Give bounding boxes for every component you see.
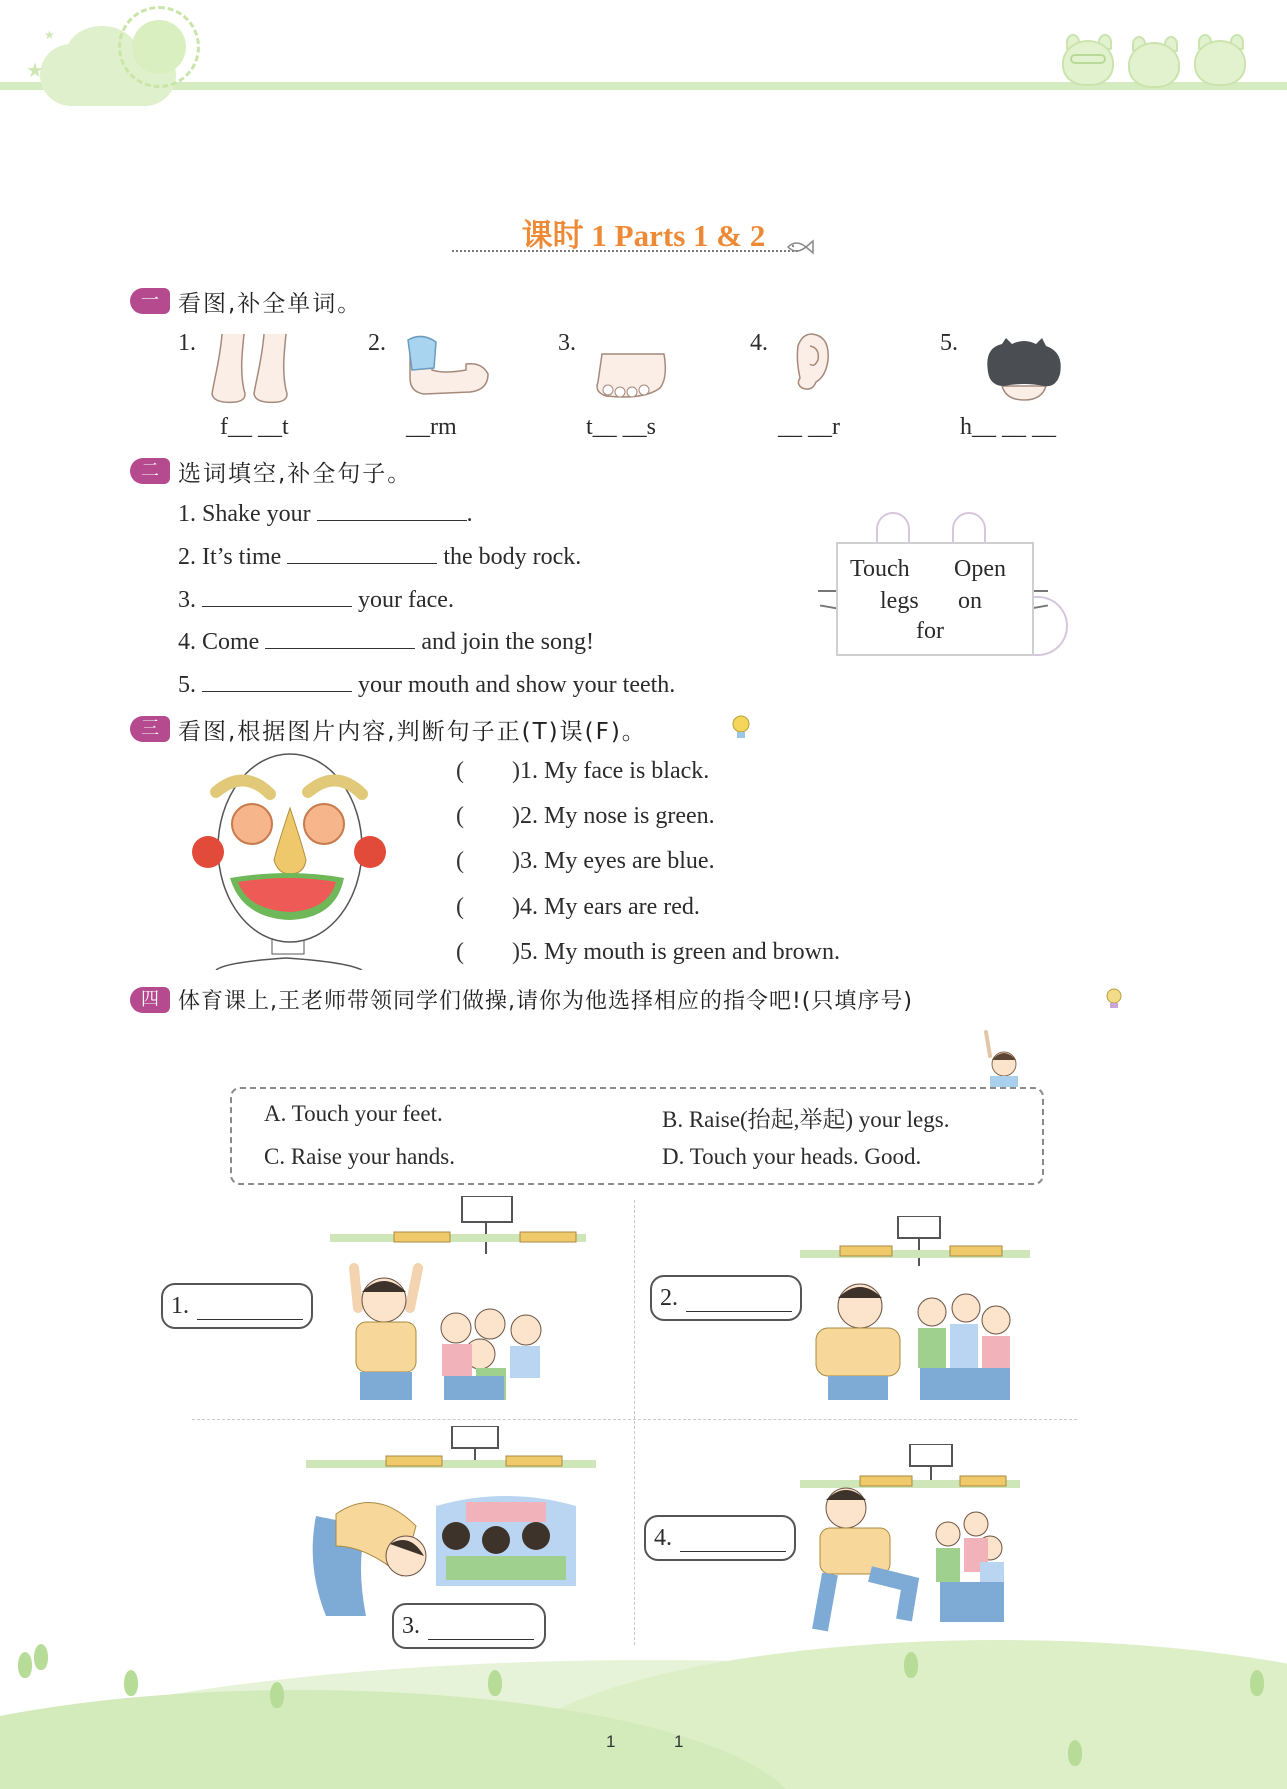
statement-row: ( )5. My mouth is green and brown. <box>456 939 840 965</box>
raise-hands-scene <box>330 1196 586 1400</box>
answer-bubble[interactable]: 3. <box>392 1603 546 1649</box>
sentence-1: 1. Shake your . <box>178 501 473 527</box>
item-number: 5. <box>940 330 958 356</box>
cat-tail-icon <box>1030 596 1068 656</box>
item-number: 3. <box>558 330 576 356</box>
section-badge: 四 <box>130 987 170 1013</box>
cat-ear-icon <box>876 512 910 546</box>
hair-icon <box>984 338 1064 402</box>
answer-bubble[interactable]: 4. <box>644 1515 796 1561</box>
instruction-options-box <box>230 1087 1044 1185</box>
lightbulb-icon <box>1104 986 1124 1012</box>
arm-icon <box>404 334 496 404</box>
touch-heads-scene <box>800 1216 1030 1400</box>
panel-divider <box>634 1200 635 1645</box>
option-b: B. Raise(抬起,举起) your legs. <box>662 1107 950 1132</box>
word-option: legs <box>880 588 919 614</box>
statement-row: ( )3. My eyes are blue. <box>456 848 715 874</box>
sentence-5: 5. your mouth and show your teeth. <box>178 672 676 698</box>
raise-legs-scene <box>800 1444 1020 1634</box>
panel-divider <box>192 1419 1077 1420</box>
footer-landscape <box>0 1640 1287 1789</box>
answer-bracket[interactable]: ( ) <box>456 848 520 874</box>
page-number: 1 <box>606 1732 616 1751</box>
waving-boy-icon <box>978 1030 1024 1088</box>
section-badge: 三 <box>130 716 170 742</box>
section-title: 看图,补全单词。 <box>178 291 363 317</box>
word-bank <box>836 542 1034 656</box>
statement-row: ( )4. My ears are red. <box>456 894 700 920</box>
title-underline <box>452 250 798 252</box>
fish-icon <box>786 238 814 256</box>
word-option: Open <box>954 556 1006 582</box>
star-icon: ★ <box>44 28 55 42</box>
touch-feet-scene <box>306 1426 596 1622</box>
sentence-3: 3. your face. <box>178 587 454 613</box>
answer-bubble[interactable]: 2. <box>650 1275 802 1321</box>
answer-bracket[interactable]: ( ) <box>456 803 520 829</box>
word-blank: __rm <box>406 414 457 440</box>
answer-bracket[interactable]: ( ) <box>456 939 520 965</box>
word-blank: f__ __t <box>220 414 289 440</box>
lightbulb-icon <box>730 714 752 740</box>
sun-icon <box>132 20 186 74</box>
star-icon: ★ <box>26 60 44 82</box>
animal-heads-icon <box>1062 34 1272 88</box>
fruit-face-illustration <box>186 748 396 970</box>
statement-row: ( )1. My face is black. <box>456 758 710 784</box>
section-title: 体育课上,王老师带领同学们做操,请你为他选择相应的指令吧!(只填序号) <box>178 989 913 1014</box>
word-option: on <box>958 588 982 614</box>
item-number: 2. <box>368 330 386 356</box>
cat-ear-icon <box>952 512 986 546</box>
option-d: D. Touch your heads. Good. <box>662 1144 922 1169</box>
page-title: 课时 1 Parts 1 & 2 <box>521 218 766 253</box>
item-number: 4. <box>750 330 768 356</box>
toes-icon <box>592 348 674 402</box>
feet-icon <box>202 330 306 406</box>
sentence-4: 4. Come and join the song! <box>178 629 594 655</box>
whisker-icon <box>818 590 836 592</box>
sentence-2: 2. It’s time the body rock. <box>178 544 582 570</box>
word-option: for <box>916 618 944 644</box>
page-number: 1 <box>674 1732 684 1751</box>
item-number: 1. <box>178 330 196 356</box>
option-a: A. Touch your feet. <box>264 1101 443 1126</box>
word-blank: __ __r <box>778 414 840 440</box>
section-badge: 一 <box>130 288 170 314</box>
statement-row: ( )2. My nose is green. <box>456 803 715 829</box>
word-blank: t__ __s <box>586 414 657 440</box>
answer-bubble[interactable]: 1. <box>161 1283 313 1329</box>
word-option: Touch <box>850 556 910 582</box>
answer-bracket[interactable]: ( ) <box>456 758 520 784</box>
answer-bracket[interactable]: ( ) <box>456 894 520 920</box>
word-blank: h__ __ __ <box>960 414 1056 440</box>
ear-icon <box>790 330 834 396</box>
section-title: 选词填空,补全句子。 <box>178 461 413 487</box>
section-title: 看图,根据图片内容,判断句子正(T)误(F)。 <box>178 719 647 745</box>
option-c: C. Raise your hands. <box>264 1144 456 1169</box>
section-badge: 二 <box>130 458 170 484</box>
